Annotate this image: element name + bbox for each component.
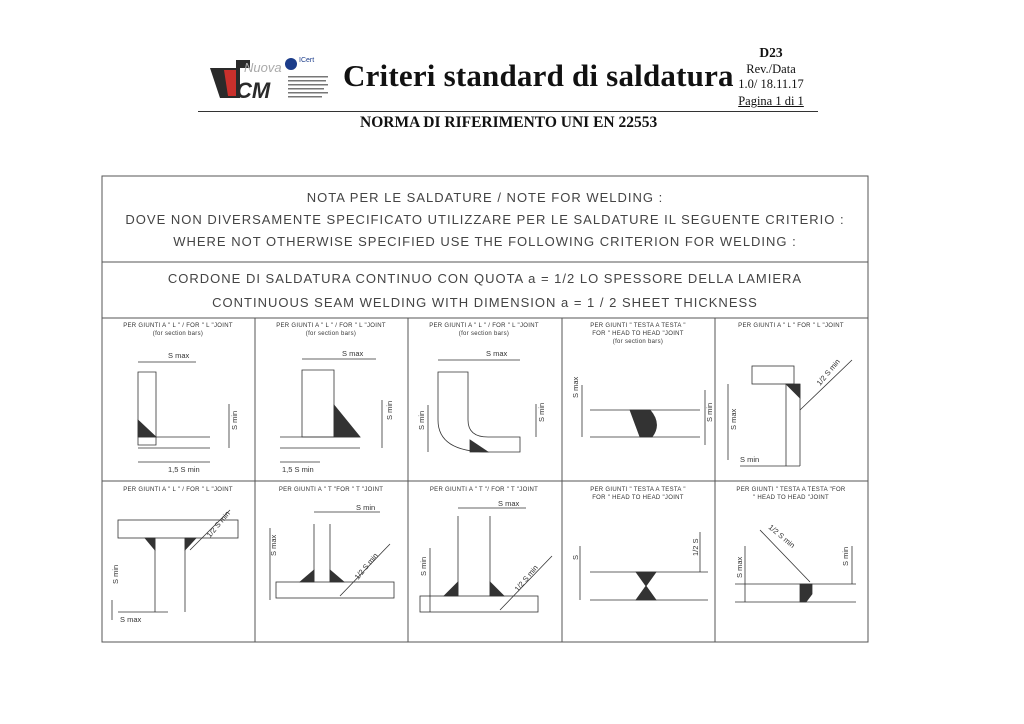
note-title: NOTA PER LE SALDATURE / NOTE FOR WELDING : <box>306 190 664 205</box>
dim-halfsmin-6: 1/2 S min <box>204 509 232 540</box>
cell-caption-4: PER GIUNTI " TESTA A TESTA " FOR " HEAD TO HEAD "JOINT (for section bars) <box>590 323 686 345</box>
page-number: Pagina 1 di 1 <box>738 94 804 108</box>
dim-smin-7: S min <box>356 503 376 512</box>
cell-caption-2: PER GIUNTI A " L " / FOR " L "JOINT (for section bars) <box>276 323 386 337</box>
reference-norm: NORMA DI RIFERIMENTO UNI EN 22553 <box>360 114 658 131</box>
dim-smin-3b: S min <box>537 402 546 422</box>
cell-caption-3: PER GIUNTI A " L " / FOR " L "JOINT (for section bars) <box>429 323 539 337</box>
dim-smin-8: S min <box>419 556 428 576</box>
cell-caption-5: PER GIUNTI A " L " FOR " L "JOINT <box>738 323 844 329</box>
dim-smin-3a: S min <box>417 410 426 430</box>
dim-smax-6: S max <box>120 615 142 624</box>
dim-smax-5: S max <box>729 408 738 430</box>
note-line-en: WHERE NOT OTHERWISE SPECIFIED USE THE FOLLOWING CRITERION FOR WELDING : <box>173 234 797 249</box>
dim-smin-1: S min <box>230 410 239 430</box>
revision-label: Rev./Data <box>746 62 796 76</box>
svg-text:ICert: ICert <box>299 57 315 64</box>
cell-caption-10: PER GIUNTI " TESTA A TESTA "FOR " HEAD TO HEAD "JOINT <box>736 487 846 501</box>
weld-cell-3 <box>428 360 536 452</box>
dim-s-9: S <box>571 554 580 560</box>
note-line-it: DOVE NON DIVERSAMENTE SPECIFICATO UTILIZZARE PER LE SALDATURE IL SEGUENTE CRITERIO : <box>125 212 845 227</box>
dim-smin-2: S min <box>385 400 394 420</box>
revision-value: 1.0/ 18.11.17 <box>738 77 804 91</box>
weld-cell-4 <box>582 385 705 445</box>
dim-smax-4: S max <box>571 376 580 398</box>
dim-halfsmin-10: 1/2 S min <box>766 522 797 550</box>
weld-cell-5 <box>728 360 852 466</box>
dim-halfsmin-5: 1/2 S min <box>814 357 842 388</box>
weld-cell-8 <box>420 508 552 612</box>
svg-text:Nuova: Nuova <box>244 60 282 75</box>
dim-smin-5: S min <box>740 455 760 464</box>
dim-halfs-9: 1/2 S <box>691 538 700 556</box>
cell-caption-8: PER GIUNTI A " T "/ FOR " T "JOINT <box>429 487 539 493</box>
weld-cell-2 <box>280 359 382 462</box>
dim-15smin-1: 1,5 S min <box>168 465 200 474</box>
dim-halfsmin-7: 1/2 S min <box>352 551 380 582</box>
dim-halfsmin-8: 1/2 S min <box>512 563 540 594</box>
dim-smax-2: S max <box>342 349 364 358</box>
document-code: D23 <box>759 45 783 60</box>
criterion-it: CORDONE DI SALDATURA CONTINUO CON QUOTA a = 1/2 LO SPESSORE DELLA LAMIERA <box>167 271 803 286</box>
dim-15smin-2: 1,5 S min <box>282 465 314 474</box>
dim-smax-3: S max <box>486 349 508 358</box>
dim-smax-1: S max <box>168 351 190 360</box>
dim-smin-6: S min <box>111 564 120 584</box>
document-title: Criteri standard di saldatura <box>343 58 734 93</box>
dim-smin-10: S min <box>841 546 850 566</box>
cell-caption-6: PER GIUNTI A " L " / FOR " L "JOINT <box>123 487 233 493</box>
cell-caption-1: PER GIUNTI A " L " / FOR " L "JOINT (for section bars) <box>123 323 233 337</box>
cell-caption-7: PER GIUNTI A " T "FOR " T "JOINT <box>278 487 384 493</box>
svg-text:CM: CM <box>236 78 271 103</box>
weld-cell-9 <box>580 532 708 600</box>
dim-smin-4: S min <box>705 402 714 422</box>
dim-smax-7: S max <box>269 534 278 556</box>
criterion-en: CONTINUOUS SEAM WELDING WITH DIMENSION a = 1 / 2 SHEET THICKNESS <box>212 295 758 310</box>
dim-smax-10: S max <box>735 556 744 578</box>
weld-cell-1 <box>138 362 229 462</box>
cell-caption-9: PER GIUNTI " TESTA A TESTA " FOR " HEAD TO HEAD "JOINT <box>590 487 686 501</box>
dim-smax-8: S max <box>498 499 520 508</box>
